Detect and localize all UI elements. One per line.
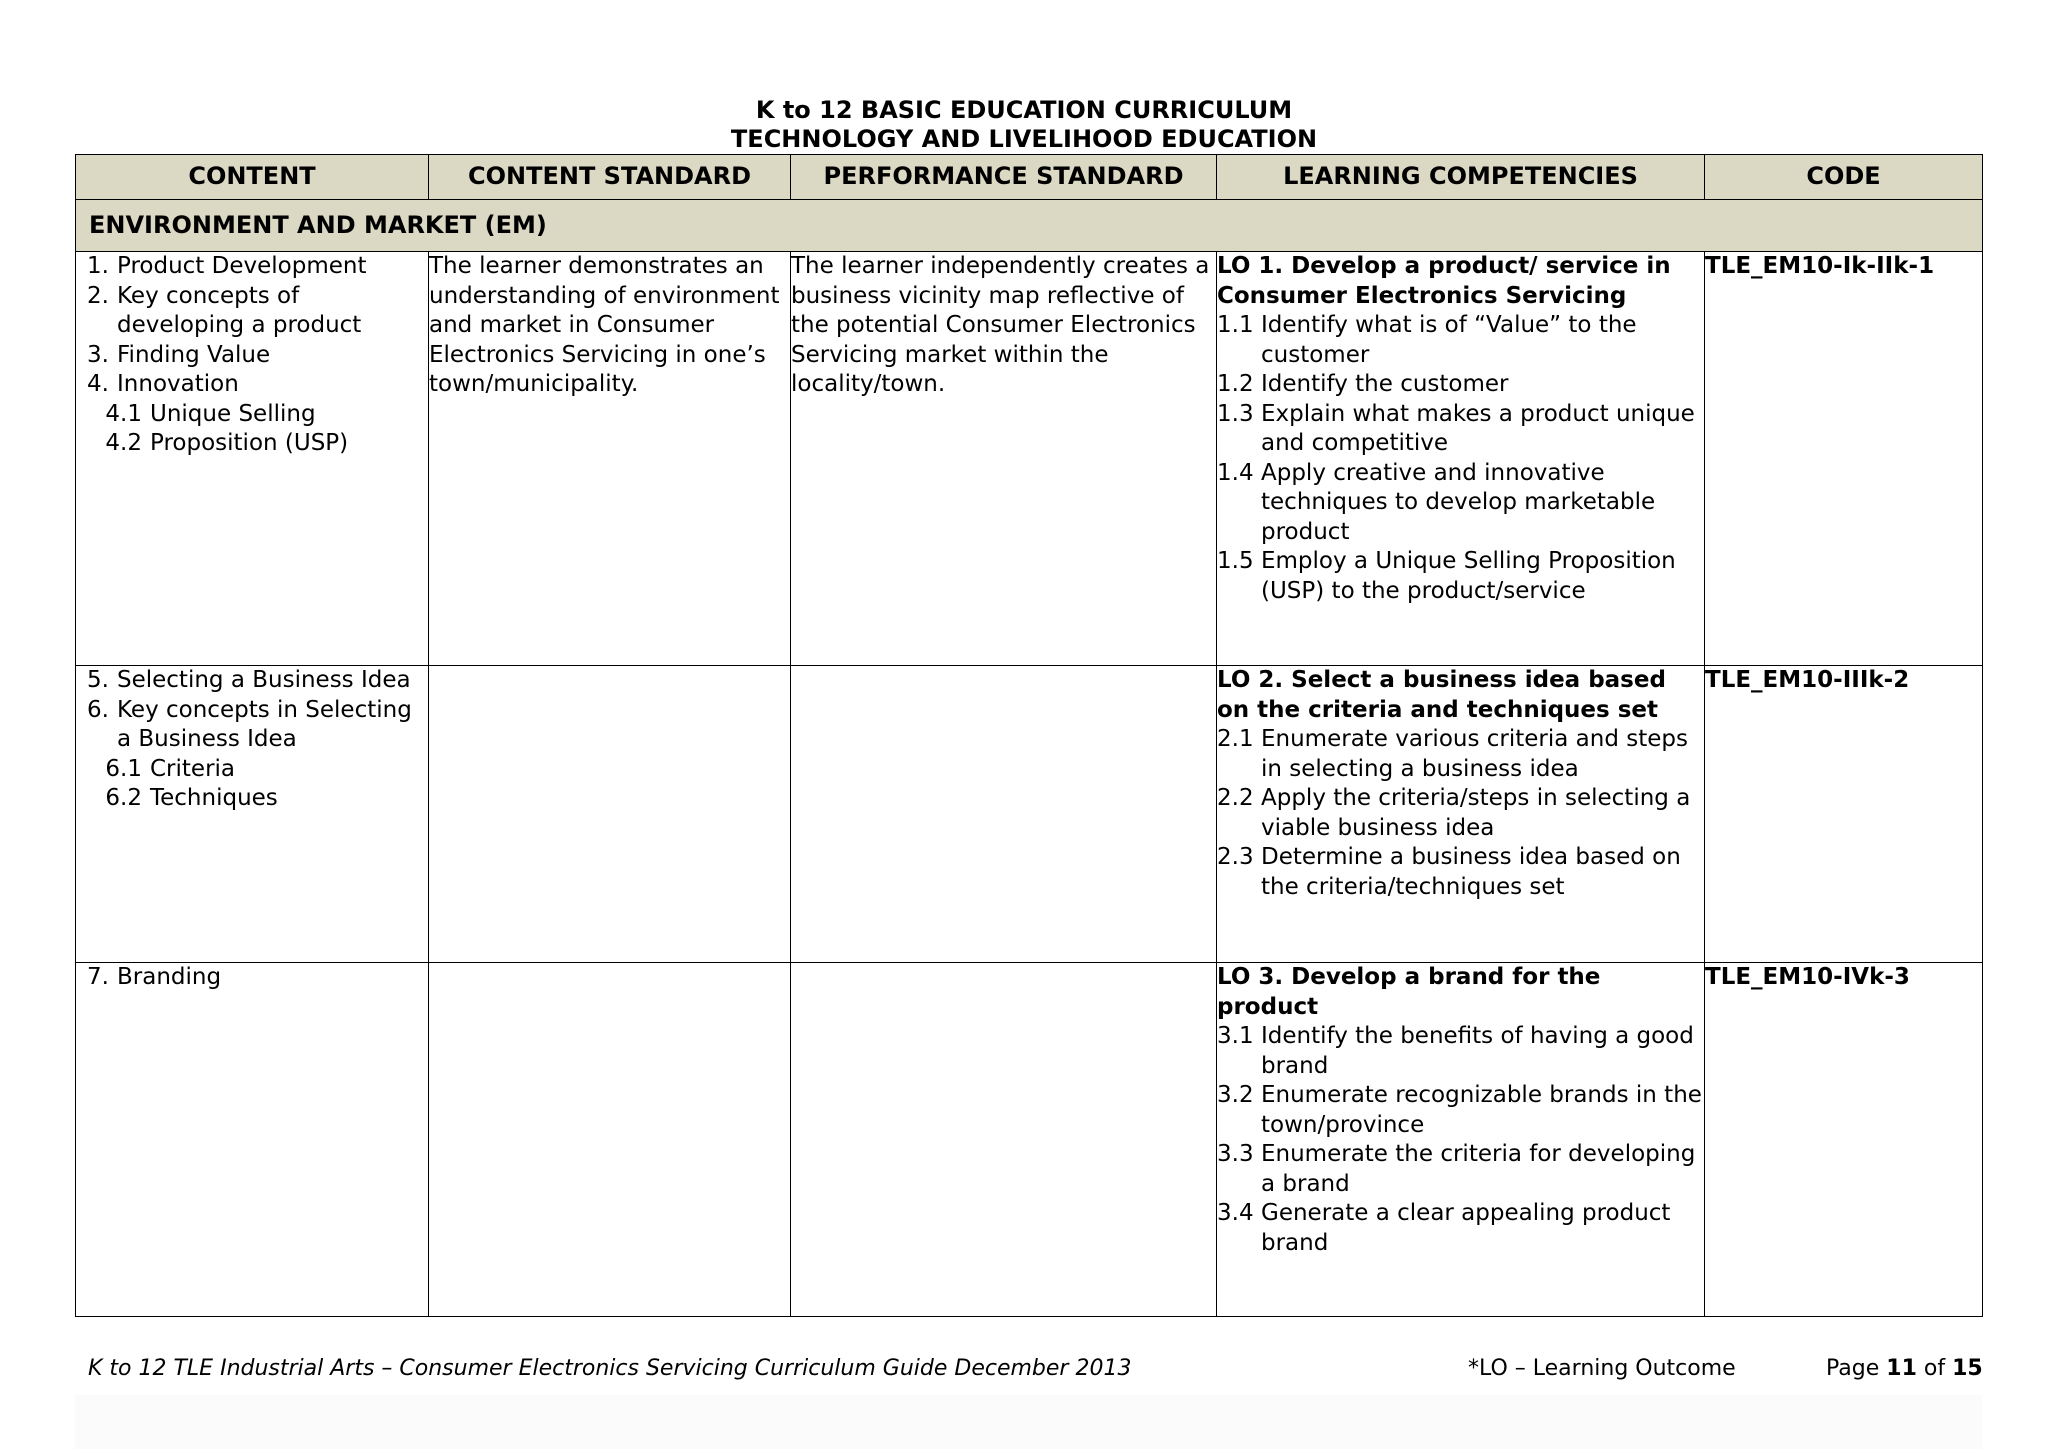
content-subitem: 6.2 Techniques	[105, 785, 278, 811]
bottom-shade	[75, 1395, 1982, 1449]
column-header-performance-standard: PERFORMANCE STANDARD	[791, 155, 1217, 200]
learning-outcome-title: LO 3. Develop a brand for the product	[1217, 964, 1601, 1020]
content-cell	[76, 252, 429, 666]
learning-competencies-cell	[1217, 252, 1705, 666]
code-cell: TLE_EM10-Ik-IIk-1	[1705, 252, 1983, 666]
footer-page-number	[1826, 1355, 1983, 1383]
column-header-learning-competencies: LEARNING COMPETENCIES	[1217, 155, 1705, 200]
content-item: 1. Product Development	[87, 253, 367, 279]
code-cell: TLE_EM10-IVk-3	[1705, 963, 1983, 1317]
performance-standard-cell: The learner independently creates a business vicinity map reflective of the potential Consumer Electronics Servicing market within the locality/town.	[791, 252, 1217, 666]
competency-item: 1.4 Apply creative and innovative techniques to develop marketable product	[1217, 459, 1656, 545]
content-subitem: 4.2 Proposition (USP)	[105, 430, 349, 456]
content-item: 3. Finding Value	[87, 341, 271, 368]
footer-lo-note: *LO – Learning Outcome	[1468, 1356, 1736, 1381]
performance-standard-cell	[791, 666, 1217, 963]
competency-item: 3.3 Enumerate the criteria for developing a brand	[1217, 1141, 1696, 1197]
competency-item: 3.1 Identify the benefits of having a good brand	[1217, 1023, 1694, 1079]
competency-item: 1.3 Explain what makes a product unique and competitive	[1217, 400, 1695, 456]
column-header-content-standard: CONTENT STANDARD	[429, 155, 791, 200]
content-subitem: 6.1 Criteria	[105, 755, 236, 782]
page-current: 11	[1886, 1356, 1917, 1381]
competency-item: 2.3 Determine a business idea based on the criteria/techniques set	[1217, 844, 1681, 900]
curriculum-table	[75, 154, 1983, 1317]
competency-item: 1.1 Identify what is of “Value” to the customer	[1217, 312, 1637, 368]
competency-item: 2.2 Apply the criteria/steps in selecting a viable business idea	[1217, 785, 1691, 841]
competency-item: 2.1 Enumerate various criteria and steps in selecting a business idea	[1217, 726, 1688, 782]
learning-competencies-cell	[1217, 666, 1705, 963]
learning-competencies-cell	[1217, 963, 1705, 1317]
section-title: ENVIRONMENT AND MARKET (EM)	[76, 200, 1983, 252]
content-item: 5. Selecting a Business Idea	[87, 667, 411, 693]
competency-item: 1.5 Employ a Unique Selling Proposition (USP) to the product/service	[1217, 548, 1676, 604]
page-of: of	[1923, 1356, 1946, 1381]
competency-item: 3.2 Enumerate recognizable brands in the town/province	[1217, 1082, 1702, 1138]
content-cell	[76, 666, 429, 963]
performance-standard-cell	[791, 963, 1217, 1317]
table-row	[76, 963, 1983, 1317]
column-header-content: CONTENT	[76, 155, 429, 200]
competency-item: 3.4 Generate a clear appealing product brand	[1217, 1200, 1671, 1256]
header-row	[76, 155, 1983, 200]
content-standard-cell	[429, 963, 791, 1317]
column-header-code: CODE	[1705, 155, 1983, 200]
competency-item: 1.2 Identify the customer	[1217, 371, 1509, 397]
table-row	[76, 252, 1983, 666]
content-item: 2. Key concepts of developing a product	[87, 282, 362, 338]
table-row	[76, 666, 1983, 963]
page-label: Page	[1826, 1356, 1880, 1381]
learning-outcome-title: LO 2. Select a business idea based on the criteria and techniques set	[1217, 667, 1666, 723]
subject-title: TECHNOLOGY AND LIVELIHOOD EDUCATION	[730, 125, 1318, 153]
code-cell: TLE_EM10-IIIk-2	[1705, 666, 1983, 963]
curriculum-title: K to 12 BASIC EDUCATION CURRICULUM	[755, 96, 1293, 124]
content-standard-cell	[429, 666, 791, 963]
content-item: 4. Innovation	[87, 371, 239, 397]
content-item: 6. Key concepts in Selecting a Business Idea	[87, 696, 412, 752]
page-total: 15	[1952, 1356, 1983, 1381]
footer-document-title: K to 12 TLE Industrial Arts – Consumer Electronics Servicing Curriculum Guide December 2013	[88, 1356, 1132, 1381]
content-subitem: 4.1 Unique Selling	[105, 400, 316, 427]
content-standard-cell: The learner demonstrates an understanding of environment and market in Consumer Electronics Servicing in one’s town/municipality.	[429, 252, 791, 666]
learning-outcome-title: LO 1. Develop a product/ service in Consumer Electronics Servicing	[1217, 253, 1671, 309]
section-row	[76, 200, 1983, 252]
content-cell	[76, 963, 429, 1317]
content-item: 7. Branding	[87, 964, 222, 990]
